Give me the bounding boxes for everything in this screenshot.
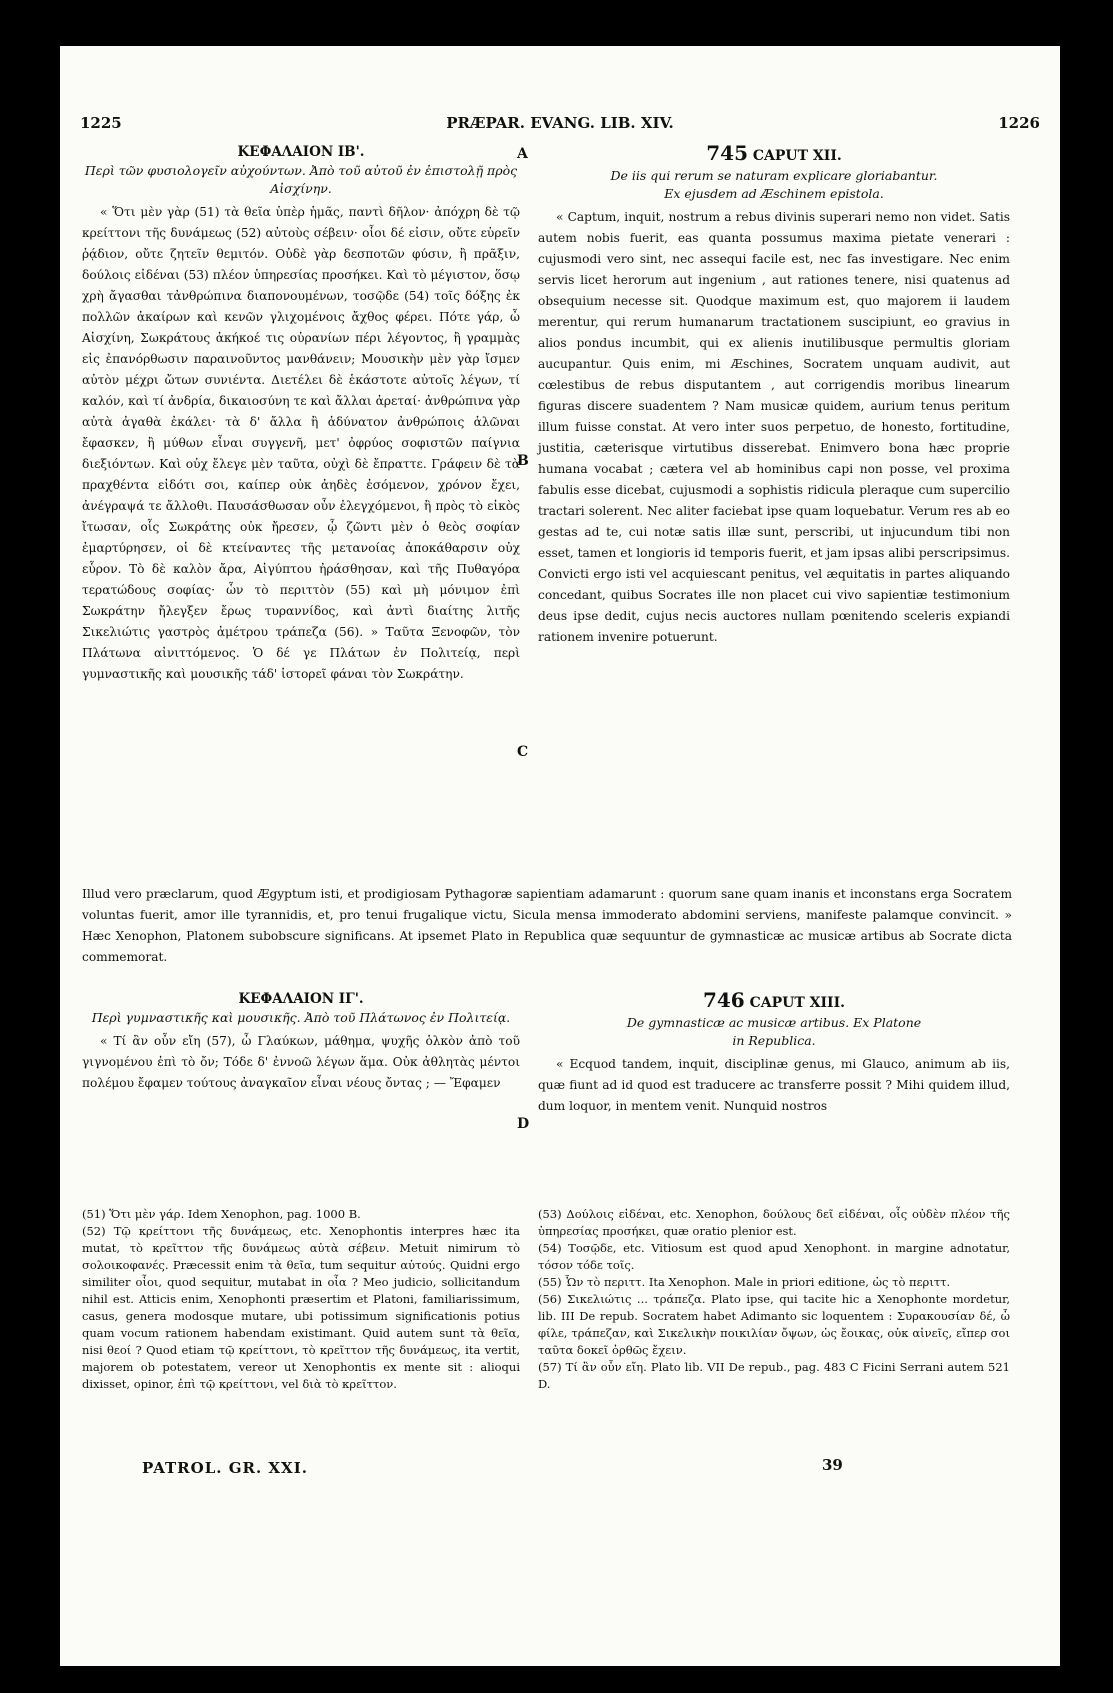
caput-subheading-3: De gymnasticæ ac musicæ artibus. Ex Platone: [626, 1015, 922, 1030]
caput-subheading: De iis qui rerum se naturam explicare gloriabantur.: [610, 168, 938, 183]
footnote: (53) Δούλοις εἰδέναι, etc. Xenophon, δούλους δεῖ εἰδέναι, οἷς οὐδὲν πλέον τῆς ὑπηρεσίας προσήκει, quæ oratio plenior est.: [538, 1207, 1010, 1238]
full-width-paragraph: Illud vero præclarum, quod Ægyptum isti, et prodigiosam Pythagoræ sapientiam adamarunt : quorum sane quam inanis et inconstans erga Socratem voluntas fuerit, amor ille tyrannidis, et, pro tenui frugalique victu, Sicula mensa immoderato abdomini serviens, manifeste palamque convincit. » Hæc Xenophon, Platonem subobscure significans. At ipsemet Plato in Republica quæ sequuntur de gymnasticæ ac musicæ artibus ab Socrate dicta commemorat.: [82, 887, 1012, 964]
caput-subheading-2: Ex ejusdem ad Æschinem epistola.: [664, 186, 884, 201]
margin-letter-c: C: [517, 744, 529, 760]
caput-number: 745: [706, 141, 748, 165]
greek-text-2: « Τί ἂν οὖν εἴη (57), ὦ Γλαύκων, μάθημα, ψυχῆς ὁλκὸν ἀπὸ τοῦ γιγνομένου ἐπὶ τὸ ὄν; Τόδε δ' ἐννοῶ λέγων ἅμα. Οὐκ ἀθλητὰς μέντοι πολέμου ἔφαμεν τούτους ἀναγκαῖον εἶναι νέους ὄντας ; — Ἔφαμεν: [82, 1034, 520, 1090]
caput-label-2: CAPUT XIII.: [749, 995, 846, 1011]
greek-column-bottom: [82, 989, 520, 1094]
latin-text: « Captum, inquit, nostrum a rebus divinis superari nemo non videt. Satis autem nobis fuerit, eas quanta possumus maxima pietate venerari : cujusmodi vero sint, nec assequi facile est, nec fas investigare. Nec enim servis licet herorum aut ingenium , aut rationes tenere, nisi quatenus ad obsequium necesse sit. Quodque maximum est, quo majorem ii laudem merentur, qui rerum humanarum tractationem suscipiunt, eo gravius in alios pondus incumbit, qui ex alienis inutilibusque permultis gloriam aucupantur. Quis enim, mi Æschines, Socratem unquam audivit, aut cœlestibus de rebus disputantem , aut corrigendis moribus linearum figuras discere suadentem ? Nam musicæ quidem, aurium tenus peritum illum fuisse constat. At vero inter suos perpetuo, de honesto, fortitudine, justitia, cæterisque virtutibus disserebat. Enimvero bona hæc proprie humana vocabat ; cætera vel ab hominibus capi non posse, vel proxima fabulis esse dicebat, cujusmodi a sophistis ridicula pleraque cum supercilio tractari solerent. Nec aliter faciebat ipse quam loquebatur. Verum res ab eo gestas ad te, cui notæ satis illæ sunt, perscribi, ut injucundum tibi non esset, tamen et longioris id temporis fuerit, et jam ipsas alibi perscripsimus. Convicti ergo isti vel acquiescant penitus, vel æquitatis in partes aliquando concedant, quibus Socrates ille non placet cui vivo sapientiæ testimonium deus ipse dedit, cujus necis auctores nullam pœnitendo sceleris expiandi rationem invenire potuerunt.: [538, 210, 1010, 644]
footnote: (52) Τῷ κρείττονι τῆς δυνάμεως, etc. Xenophontis interpres hæc ita mutat, τὸ κρεῖττον τῆς δυνάμεως αὐτὰ σέβειν. Metuit nimirum τὸ σολοικοφανές. Præcessit enim τὰ θεῖα, tum sequitur αὐτούς. Quidni ergo similiter οἷοι, quod sequitur, mutabat in οἷα ? Meo judicio, sollicitandum nihil est. Atticis enim, Xenophonti præsertim et Platoni, familiarissimum, casus, genera modosque mutare, ubi potissimum significationis potius quam vocum rationem habendam existimant. Quid autem sunt τὰ θεῖα, nisi θεοί ? Quod etiam τῷ κρείττονι, τὸ κρεῖττον τῆς δυνάμεως, ita vertit, majorem ob potestatem, vereor ut Xenophontis ex mente sit : alioqui dixisset, opinor, ἐπὶ τῷ κρείττονι, vel διὰ τὸ κρεῖττον.: [82, 1224, 520, 1391]
footnotes-left: [82, 1206, 520, 1393]
greek-column-top: [82, 142, 520, 685]
footnote: (56) Σικελιώτις ... τράπεζα. Plato ipse, qui tacite hic a Xenophonte mordetur, lib. III De repub. Socratem habet Adimanto sic loquentem : Συρακουσίαν δέ, ὦ φίλε, τράπεζαν, καὶ Σικελικὴν ποικιλίαν ὄψων, ὡς ἔοικας, οὐκ αἰνεῖς, εἴπερ σοι ταῦτα δοκεῖ ὀρθῶς ἔχειν.: [538, 1292, 1010, 1357]
margin-letter-b: B: [517, 453, 529, 469]
latin-column-top: [538, 142, 1010, 648]
caput-heading-2: [538, 989, 1010, 1014]
running-header: [80, 114, 1040, 138]
footer-sheet-number: 39: [822, 1456, 843, 1474]
latin-text-2: « Ecquod tandem, inquit, disciplinæ genus, mi Glauco, animum ab iis, quæ fiunt ad id quod est traducere ac transferre possit ? Mihi quidem illud, dum loquor, in mentem venit. Nunquid nostros: [538, 1057, 1010, 1113]
page-number-left: 1225: [80, 114, 122, 132]
latin-column-bottom: [538, 989, 1010, 1117]
footnote: (54) Τοσῷδε, etc. Vitiosum est quod apud Xenophont. in margine adnotatur, τόσον τόδε τοῖς.: [538, 1241, 1010, 1272]
footer-signature: PATROL. GR. XXI.: [142, 1459, 308, 1477]
margin-letter-d: D: [517, 1116, 530, 1132]
margin-letter-a: A: [517, 146, 528, 162]
chapter-heading-greek-2: ΚΕΦΑΛΑΙΟΝ ΙΓ'.: [238, 991, 364, 1007]
footnotes-right: [538, 1206, 1010, 1393]
chapter-heading-greek: ΚΕΦΑΛΑΙΟΝ ΙΒ'.: [237, 144, 365, 160]
book-page: [60, 46, 1060, 1666]
caput-heading: [538, 142, 1010, 167]
caput-number-2: 746: [702, 988, 745, 1012]
chapter-subheading-greek-2: Περὶ γυμναστικῆς καὶ μουσικῆς. Ἀπὸ τοῦ Πλάτωνος ἐν Πολιτείᾳ.: [91, 1010, 511, 1025]
footnote: (55) Ὧν τὸ περιττ. Ita Xenophon. Male in priori editione, ὡς τὸ περιττ.: [538, 1275, 951, 1289]
page-number-right: 1226: [998, 114, 1040, 132]
running-title: PRÆPAR. EVANG. LIB. XIV.: [446, 114, 674, 132]
footnote: (57) Τί ἂν οὖν εἴη. Plato lib. VII De repub., pag. 483 C Ficini Serrani autem 521 D.: [538, 1360, 1010, 1391]
footnote: (51) Ὅτι μὲν γάρ. Idem Xenophon, pag. 1000 B.: [82, 1207, 361, 1221]
chapter-subheading-greek: Περὶ τῶν φυσιολογεῖν αὐχούντων. Ἀπὸ τοῦ αὐτοῦ ἐν ἐπιστολῇ πρὸς Αἰσχίνην.: [84, 163, 518, 196]
greek-text: « Ὅτι μὲν γὰρ (51) τὰ θεῖα ὑπὲρ ἡμᾶς, παντὶ δῆλον· ἀπόχρη δὲ τῷ κρείττονι τῆς δυνάμεως (52) αὐτοὺς σέβειν· οἷοι δέ εἰσιν, οὔτε εὑρεῖν ῥᾴδιον, οὔτε ζητεῖν θεμιτόν. Οὐδὲ γὰρ δεσποτῶν φύσιν, ἢ πρᾶξιν, δούλοις εἰδέναι (53) πλέον ὑπηρεσίας προσήκει. Καὶ τὸ μέγιστον, ὅσῳ χρὴ ἄγασθαι τἀνθρώπινα διαπονουμένων, τοσῷδε (54) τοῖς δόξης ἐκ πολλῶν ἀκαίρων καὶ κενῶν γλιχομένοις ἄχθος φέρει. Πότε γάρ, ὦ Αἰσχίνη, Σωκράτους ἀκήκοέ τις οὐρανίων πέρι λέγοντος, ἢ γραμμὰς εἰς ἐπανόρθωσιν παραινοῦντος μανθάνειν; Μουσικὴν μὲν γὰρ ἴσμεν αὐτὸν μέχρι ὤτων συνιέντα. Διετέλει δὲ ἑκάστοτε αὐτοῖς λέγων, τί καλόν, καὶ τί ἀνδρία, δικαιοσύνη τε καὶ ἄλλαι ἀρεταί· ἀνθρώπινα γὰρ αὐτὰ ἀγαθὰ ἐκάλει· τὰ δ' ἄλλα ἢ ἀδύνατον ἀνθρώποις ἁλῶναι ἔφασκεν, ἢ μύθων εἶναι συγγενῆ, μετ' ὀφρύος σοφιστῶν παίγνια διεξιόντων. Καὶ οὐχ ἔλεγε μὲν ταῦτα, οὐχὶ δὲ ἔπραττε. Γράφειν δὲ τὰ πραχθέντα εἰδότι σοι, καίπερ οὐκ ἀηδὲς ἐσόμενον, χρόνον ἔχει, ἀνέγραψά τε ἄλλοθι. Παυσάσθωσαν οὖν ἐλεγχόμενοι, ἢ πρὸς τὸ εἰκὸς ἴτωσαν, οἷς Σωκράτης οὐκ ἤρεσεν, ᾧ ζῶντι μὲν ὁ θεὸς σοφίαν ἐμαρτύρησεν, οἱ δὲ κτείναντες τῆς μετανοίας ἀποκάθαρσιν οὐχ εὗρον. Τὸ δὲ καλὸν ἄρα, Αἰγύπτου ἠράσθησαν, καὶ τῆς Πυθαγόρα τερατώδους σοφίας· ὧν τὸ περιττὸν (55) καὶ μὴ μόνιμον ἐπὶ Σωκράτην ἤλεγξεν ἔρως τυραννίδος, καὶ ἀντὶ διαίτης λιτῆς Σικελιώτις γαστρὸς ἀμέτρου τράπεζα (56). » Ταῦτα Ξενοφῶν, τὸν Πλάτωνα αἰνιττόμενος. Ὁ δέ γε Πλάτων ἐν Πολιτείᾳ, περὶ γυμναστικῆς καὶ μουσικῆς τάδ' ἱστορεῖ φάναι τὸν Σωκράτην.: [82, 205, 520, 681]
caput-subheading-4: in Republica.: [732, 1033, 816, 1048]
caput-label: CAPUT XII.: [752, 148, 842, 164]
